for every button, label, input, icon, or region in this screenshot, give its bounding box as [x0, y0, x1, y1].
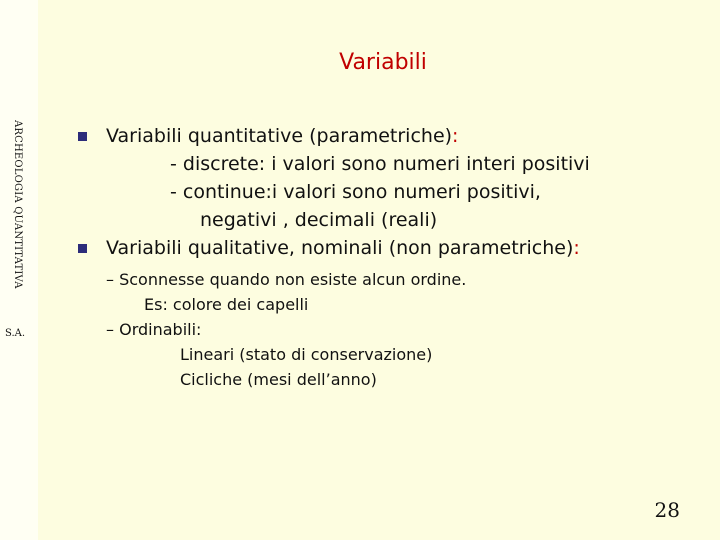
subline-discrete: - discrete: i valori sono numeri interi positivi	[170, 153, 590, 175]
list-subitem-cicliche: Cicliche (mesi dell’anno)	[180, 370, 377, 389]
bullet-qualitative-label: Variabili qualitative, nominali (non parametriche)	[106, 237, 574, 259]
slide-title: Variabili	[339, 50, 427, 75]
subline-continue: - continue:i valori sono numeri positivi,	[170, 181, 541, 203]
bullet-qualitative	[78, 234, 698, 262]
bullet-quantitative-colon: :	[452, 125, 459, 147]
list-item-ordinabili	[78, 317, 698, 342]
dash-marker: –	[106, 270, 114, 289]
square-bullet-icon	[78, 244, 87, 253]
square-bullet-icon	[78, 132, 87, 141]
list-item-text: Sconnesse quando non esiste alcun ordine.	[119, 270, 467, 289]
author-initials: S.A.	[5, 328, 26, 339]
page-number: 28	[654, 498, 680, 522]
dash-marker: –	[106, 320, 114, 339]
list-item-continuation: Es: colore dei capelli	[144, 295, 309, 314]
bullet-quantitative-label: Variabili quantitative (parametriche)	[106, 125, 453, 147]
bullet-qualitative-colon: :	[573, 237, 580, 259]
subline-continue-wrap: negativi , decimali (reali)	[200, 209, 438, 231]
slide-content	[78, 122, 698, 392]
bullet-quantitative	[78, 122, 698, 150]
list-subitem-lineari: Lineari (stato di conservazione)	[180, 345, 433, 364]
list-item-text: Ordinabili:	[119, 320, 202, 339]
course-title-vertical: ARCHEOLOGIA QUANTITATIVA	[12, 120, 23, 289]
list-item-sconnesse	[78, 267, 698, 292]
qualitative-subitems	[78, 267, 698, 392]
